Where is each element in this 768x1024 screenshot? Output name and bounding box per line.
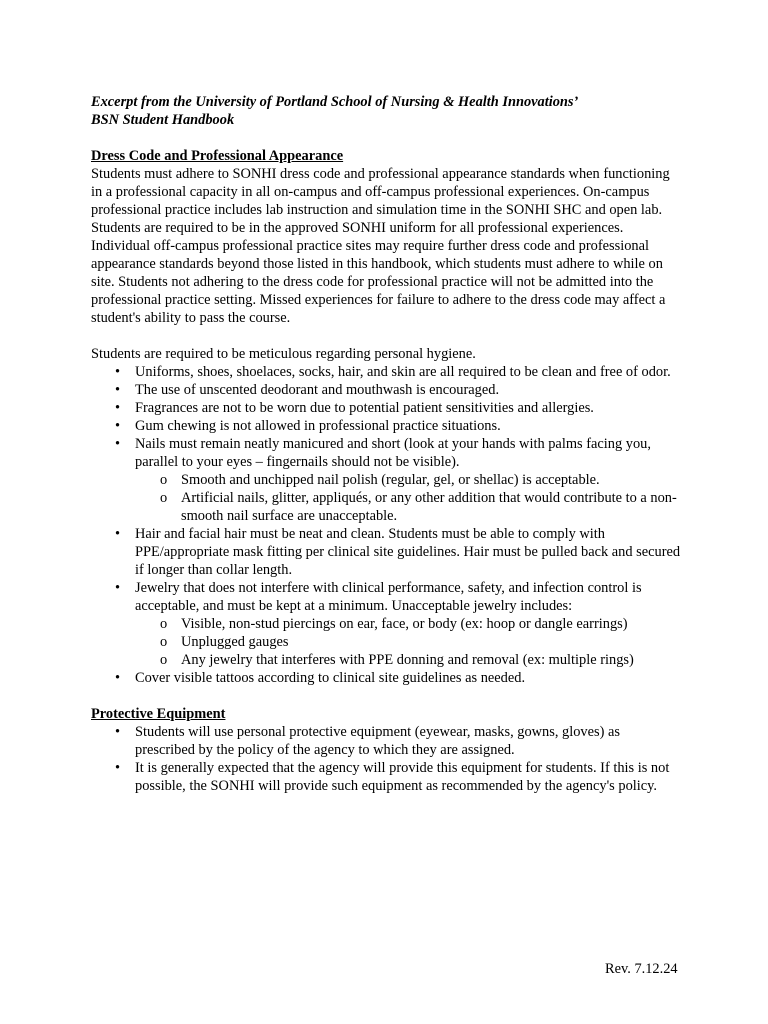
list-item: [91, 363, 683, 381]
sub-list-item: o Unplugged gauges: [135, 633, 683, 651]
protective-equipment-heading: Protective Equipment: [91, 706, 226, 722]
list-item: [91, 399, 683, 417]
jewelry-sublist: [135, 615, 683, 669]
list-item: [91, 435, 683, 525]
list-item-text: Gum chewing is not allowed in professional practice situations.: [135, 418, 501, 434]
list-item: [91, 381, 683, 399]
list-item-text: Jewelry that does not interfere with clinical performance, safety, and infection control is acceptable, and must be kept at a minimum. Unacceptable jewelry includes:: [135, 580, 642, 614]
list-item-text: The use of unscented deodorant and mouthwash is encouraged.: [135, 382, 500, 398]
sub-list-item: o Smooth and unchipped nail polish (regular, gel, or shellac) is acceptable.: [135, 471, 683, 489]
document-body: [91, 93, 683, 795]
list-item: [91, 669, 683, 687]
sub-list-item: o Any jewelry that interferes with PPE donning and removal (ex: multiple rings): [135, 651, 683, 669]
list-item: • Students will use personal protective equipment (eyewear, masks, gowns, gloves) as prescribed by the policy of the agency to which they are assigned.: [91, 723, 683, 759]
list-item-text: Hair and facial hair must be neat and clean. Students must be able to comply with PPE/appropriate mask fitting per clinical site guidelines. Hair must be pulled back and secured if longer than collar length.: [135, 526, 681, 578]
list-item-text: Nails must remain neatly manicured and short (look at your hands with palms facing you, parallel to your eyes – fingernails should not be visible).: [135, 436, 651, 470]
sub-list-item: o Visible, non-stud piercings on ear, face, or body (ex: hoop or dangle earrings): [135, 615, 683, 633]
list-item-text: Fragrances are not to be worn due to potential patient sensitivities and allergies.: [135, 400, 594, 416]
list-item-text: Uniforms, shoes, shoelaces, socks, hair, and skin are all required to be clean and free of odor.: [135, 364, 671, 380]
list-item: • It is generally expected that the agency will provide this equipment for students. If this is not possible, the SONHI will provide such equipment as recommended by the agency's policy.: [91, 759, 683, 795]
dress-code-intro: Students must adhere to SONHI dress code and professional appearance standards when functioning in a professional capacity in all on-campus and off-campus professional experiences. On-campus professional practice includes lab instruction and simulation time in the SONHI SHC and open lab. Students are required to be in the approved SONHI uniform for all professional experiences. Individual off-campus professional practice sites may require further dress code and professional appearance standards beyond those listed in this handbook, which students must adhere to while on site. Students not adhering to the dress code for professional practice will not be admitted into the professional practice setting. Missed experiences for failure to adhere to the dress code may affect a student's ability to pass the course.: [91, 166, 670, 326]
sub-list-item: o Artificial nails, glitter, appliqués, or any other addition that would contribute to a non-smooth nail surface are unacceptable.: [135, 489, 683, 525]
dress-code-list: [91, 363, 683, 687]
document-title-line-1: Excerpt from the University of Portland School of Nursing & Health Innovations’: [91, 94, 579, 110]
revision-footer: Rev. 7.12.24: [605, 961, 678, 977]
list-item: [91, 525, 683, 579]
nails-sublist: [135, 471, 683, 525]
protective-equipment-list: [91, 723, 683, 795]
hygiene-intro: Students are required to be meticulous regarding personal hygiene.: [91, 346, 476, 362]
dress-code-heading: Dress Code and Professional Appearance: [91, 148, 344, 164]
list-item: [91, 417, 683, 435]
list-item: [91, 579, 683, 669]
document-title-line-2: BSN Student Handbook: [91, 112, 235, 128]
list-item-text: Cover visible tattoos according to clinical site guidelines as needed.: [135, 670, 526, 686]
